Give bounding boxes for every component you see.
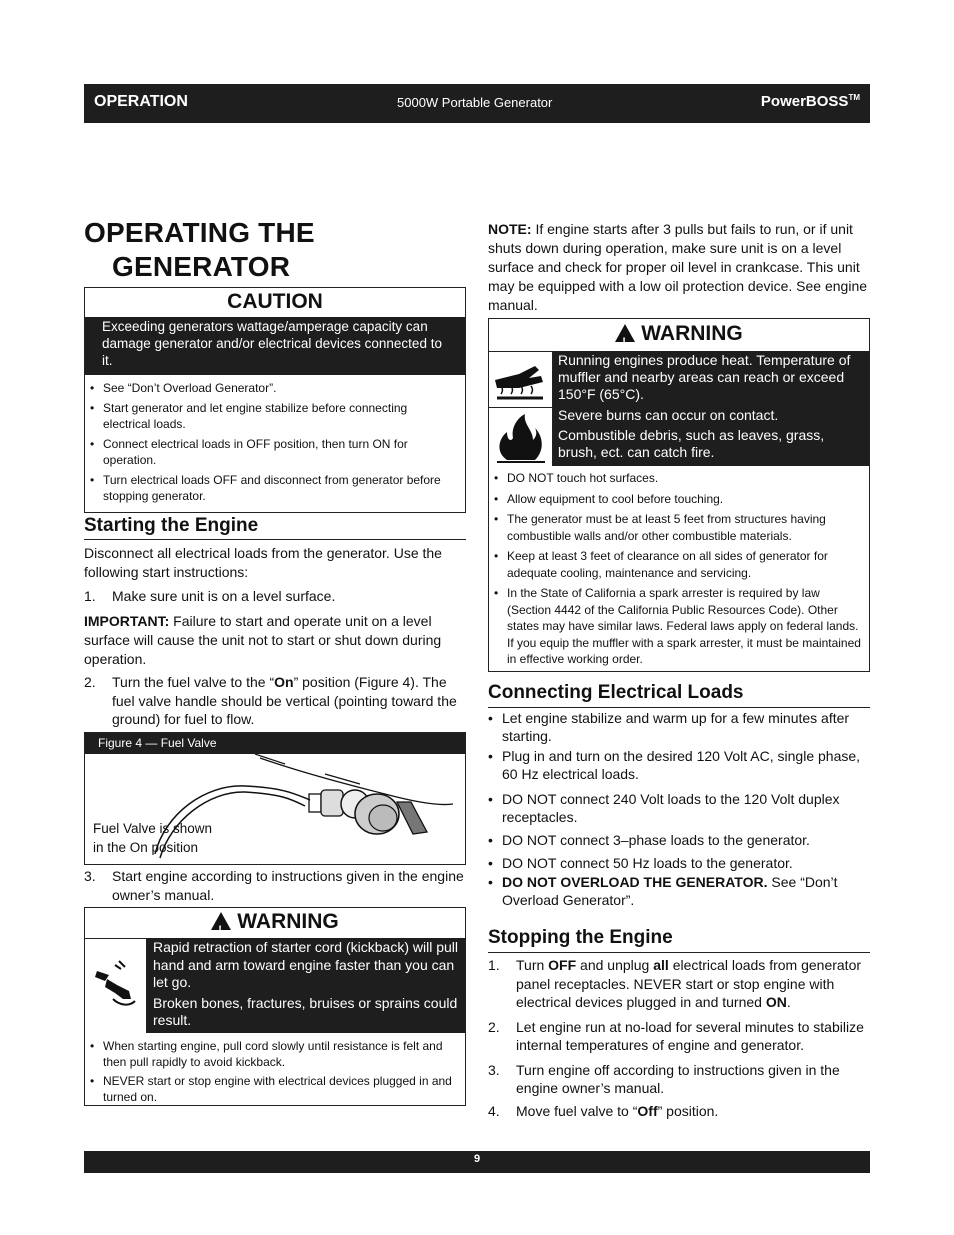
page-number: 9 [473,1153,481,1165]
list-item: • DO NOT connect 240 Volt loads to the 120 Volt duplex receptacles. [488,790,870,826]
stop-step-1 [488,956,870,1012]
step-number: 4. [488,1102,500,1119]
figure-4 [84,732,466,865]
list-item: • NEVER start or stop engine with electrical devices plugged in and turned on. [85,1074,457,1105]
warning-title [489,319,869,351]
list-item: • DO NOT connect 50 Hz loads to the generator. [488,854,870,872]
step-number: 3. [488,1061,500,1078]
caution-bullets [85,375,465,504]
note-text: If engine starts after 3 pulls but fails to run, or if unit shuts down during operation, make sure unit is on a level surface and check for proper oil level in crankcase. This unit may be equipped with a low oil protection device. See engine manual. [488,221,868,313]
page-title [84,216,466,284]
important-note [84,612,466,669]
warning-title [85,908,465,938]
caution-title: CAUTION [227,290,323,313]
kickback-warning-box [84,907,466,1106]
step-number: 1. [84,588,96,604]
caption-line-1: Fuel Valve is shown [93,821,213,836]
list-item: • Allow equipment to cool before touching. [489,491,865,508]
step-text-b: ” position (Figure 4). The fuel valve handle should be vertical (pointing toward the ground) for fuel to flow. [112,674,457,727]
stop-step-2 [488,1018,870,1055]
caption-line-2: in the On position [93,840,199,855]
kickback-icon [85,938,147,1033]
list-item: • In the State of California a spark arrester is required by law (Section 4442 of the California Public Resources Code). Other states may have similar laws. Federal laws apply on federal lands. If you equip the muffler with a spark arrester, it must be maintained in effective working order. [489,585,865,668]
hot-surface-hand-icon [489,352,551,407]
connecting-bullets [488,709,870,909]
step-bold: ON [765,994,787,1010]
warning-text-2: Broken bones, fractures, bruises or sprains could result. [153,994,458,1028]
warning-text-2: Severe burns can occur on contact. [558,407,779,423]
warning-triangle-icon: ! [615,324,635,342]
overload-warning: DO NOT OVERLOAD THE GENERATOR. [502,874,768,890]
list-item: • Start generator and let engine stabilize before connecting electrical loads. [85,400,453,432]
figure-title: Figure 4 — Fuel Valve [85,733,465,754]
note-label: NOTE: [488,221,532,237]
brand-name [761,93,860,110]
list-item: • DO NOT connect 3–phase loads to the generator. [488,831,870,849]
step-number: 2. [488,1018,500,1035]
engine-note [488,220,870,315]
step-bold: OFF [548,957,577,973]
header-bar [84,84,870,123]
warning-triangle-icon: ! [211,912,231,930]
list-item [488,873,870,909]
divider [488,952,870,953]
warning-body [489,351,869,466]
warning1-bullets [85,1033,465,1105]
brand-text: PowerBOSS [760,93,849,110]
warning2-bullets [489,466,869,668]
important-label: IMPORTANT: [84,613,170,629]
list-item: • Connect electrical loads in OFF position, then turn ON for operation. [85,436,453,468]
product-name: 5000W Portable Generator [397,95,553,110]
hot-surface-icon [489,351,553,408]
list-item: • Turn electrical loads OFF and disconnect from generator before stopping generator. [85,472,453,504]
step-text: and unplug [576,957,654,973]
important-text: Failure to start and operate unit on a level surface will cause the unit not to start or shut down during operation. [84,613,442,667]
step-on: On [274,674,294,690]
warning-text-1: Rapid retraction of starter cord (kickback) will pull hand and arm toward engine faster than you can let go. [153,939,458,990]
step-text-a: Turn the fuel valve to the “ [112,674,275,690]
title-line-1: OPERATING THE [84,217,315,248]
step-text: electrical loads from generator panel receptacles. NEVER start or stop engine with electrical devices plugged in and turned [516,957,862,1010]
step-number: 1. [488,957,500,973]
kickback-hand-icon [85,939,147,1034]
warning-text-3: Combustible debris, such as leaves, grass, brush, ect. can catch fire. [558,427,825,460]
overload-ref: See “Don’t Overload Generator”. [502,874,838,908]
caution-box [84,287,466,513]
start-step-1 [84,587,466,606]
step-text: Make sure unit is on a level surface. [112,588,336,604]
connecting-heading: Connecting Electrical Loads [488,682,744,703]
list-item: • DO NOT touch hot surfaces. [489,470,865,487]
warning-body [85,938,465,1033]
step-text: Let engine run at no-load for several minutes to stabilize internal temperatures of engine and generator. [516,1018,864,1053]
step-text: Turn [516,957,549,973]
stopping-steps [488,956,870,1120]
step-bold: Off [637,1102,658,1119]
step-number: 2. [84,674,96,690]
step-bold: all [653,957,669,973]
stopping-heading: Stopping the Engine [488,927,673,948]
stop-step-3 [488,1061,870,1098]
warning-text [147,938,465,1033]
fire-icon [489,408,551,466]
warning-text-1: Running engines produce heat. Temperature of muffler and nearby areas can reach or exceed 150°F (65°C). [558,352,851,402]
list-item: • Let engine stabilize and warm up for a few minutes after starting. [488,709,870,745]
list-item: • The generator must be at least 5 feet from structures having combustible walls and/or other combustible materials. [489,511,865,544]
warning-title-text: WARNING [641,322,743,345]
figure-caption [93,819,212,857]
list-item: • Plug in and turn on the desired 120 Volt AC, single phase, 60 Hz electrical loads. [488,747,870,783]
title-line-2: GENERATOR [112,251,291,282]
step-text: Move fuel valve to “ [516,1102,638,1119]
trademark: TM [848,93,860,102]
section-label: OPERATION [94,93,188,110]
starting-heading: Starting the Engine [84,515,259,536]
step-number: 3. [84,868,96,884]
list-item: • See “Don’t Overload Generator”. [85,380,453,396]
list-item: • When starting engine, pull cord slowly until resistance is felt and then pull rapidly to avoid kickback. [85,1039,457,1070]
warning-title-text: WARNING [237,910,339,933]
divider [84,539,466,540]
warning-text [553,351,869,466]
fire-icon-box [489,408,553,466]
heat-warning-box [488,318,870,672]
step-text: ” position. [657,1102,719,1119]
step-text: Turn engine off according to instructions given in the engine owner’s manual. [516,1061,840,1096]
start-step-3 [84,867,466,904]
footer-bar [84,1151,870,1173]
step-text: Start engine according to instructions given in the engine owner’s manual. [112,868,464,903]
divider [488,707,870,708]
step-text: . [786,994,791,1010]
start-step-2 [84,673,466,729]
list-item: • Keep at least 3 feet of clearance on all sides of generator for adequate cooling, maintenance and servicing. [489,548,865,581]
stop-step-4 [488,1102,870,1121]
caution-text: Exceeding generators wattage/amperage capacity can damage generator and/or electrical devices connected to it. [85,317,465,375]
starting-intro: Disconnect all electrical loads from the generator. Use the following start instructions: [84,545,442,580]
